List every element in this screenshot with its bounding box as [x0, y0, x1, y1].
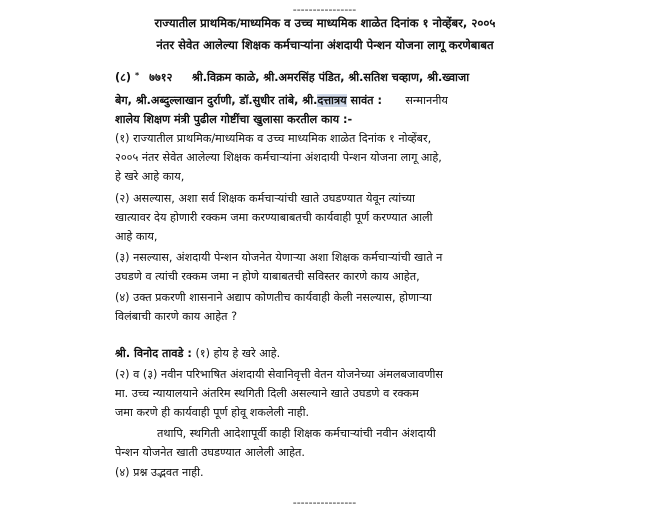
answer-header [115, 346, 627, 362]
question-serial: (८) [115, 71, 132, 84]
members-line-2: बेग, श्री.अब्दुल्लाखान दुर्राणी, डॉ.सुधीर तांबे, श्री.दत्तात्रय सावंत : सन्माननीय [115, 94, 448, 107]
q3-line-2: उघडणे व त्यांची रक्कम जमा न होणे याबाबतची सविस्तर कारणे काय आहेत, [115, 270, 420, 283]
q4-line-1: (४) उक्त प्रकरणी शासनाने अद्याप कोणतीच कार्यवाही केली नसल्यास, होणाऱ्या [115, 291, 432, 304]
question-number: ७७१२ [149, 71, 173, 84]
answer-23-line-4: तथापि, स्थगिती आदेशापूर्वी काही शिक्षक कर्मचाऱ्यांची नवीन अंशदायी [157, 427, 436, 440]
title-line-2: नंतर सेवेत आलेल्या शिक्षक कर्मचाऱ्यांना अंशदायी पेन्शन योजना लागू करणेबाबत [156, 38, 494, 52]
highlighted-text: दत्तात्रय [317, 94, 347, 107]
starred-mark: * [134, 71, 140, 80]
answer-23-line-3: जमा करणे ही कार्यवाही पूर्ण होवू शकलेली नाही. [115, 406, 310, 419]
q1-line-3: हे खरे आहे काय, [115, 170, 185, 183]
answer-4: (४) प्रश्न उद्भवत नाही. [115, 466, 204, 479]
answer-23-line-5: पेन्शन योजनेत खाती उघडण्यात आलेली आहेत. [115, 446, 305, 459]
answer-1: (१) होय हे खरे आहे. [195, 347, 281, 360]
q2-line-1: (२) असल्यास, अशा सर्व शिक्षक कर्मचाऱ्यांची खाते उघडण्यात येवून त्यांच्या [115, 192, 415, 205]
q2-line-2: खात्यावर देय होणारी रक्कम जमा करण्याबाबतची कार्यवाही पूर्ण करण्यात आली [115, 211, 433, 224]
q2-line-3: आहे काय, [115, 230, 158, 243]
question-intro: शालेय शिक्षण मंत्री पुढील गोष्टींचा खुलासा करतील काय :- [115, 113, 353, 126]
q3-line-1: (३) नसल्यास, अंशदायी पेन्शन योजनेत येणाऱ्या अशा शिक्षक कर्मचाऱ्यांची खाते न [115, 251, 443, 264]
q4-line-2: विलंबाची कारणे काय आहेत ? [115, 310, 238, 323]
answer-23-line-1: (२) व (३) नवीन परिभाषित अंशदायी सेवानिवृत्ती वेतन योजनेच्या अंमलबजावणीस [115, 368, 443, 381]
members-line-1: श्री.विक्रम काळे, श्री.अमरसिंह पंडित, श्री.सतिश चव्हाण, श्री.ख्वाजा [191, 71, 470, 84]
question-header [115, 70, 627, 86]
title-line-1: राज्यातील प्राथमिक/माध्यमिक व उच्च माध्यमिक शाळेत दिनांक १ नोव्हेंबर, २००५ [154, 16, 496, 30]
q1-line-2: २००५ नंतर सेवेत आलेल्या शिक्षक कर्मचाऱ्यांना अंशदायी पेन्शन योजना लागू आहे, [115, 151, 442, 164]
minister-name: श्री. विनोद तावडे : [115, 347, 192, 360]
top-separator: ---------------- [292, 3, 357, 16]
answer-23-line-2: मा. उच्च न्यायालयाने अंतरिम स्थगिती दिली असल्याने खाते उघडणे व रक्कम [115, 387, 419, 400]
q1-line-1: (१) राज्यातील प्राथमिक/माध्यमिक व उच्च माध्यमिक शाळेत दिनांक १ नोव्हेंबर, [115, 132, 432, 145]
bottom-separator: ---------------- [292, 496, 357, 509]
